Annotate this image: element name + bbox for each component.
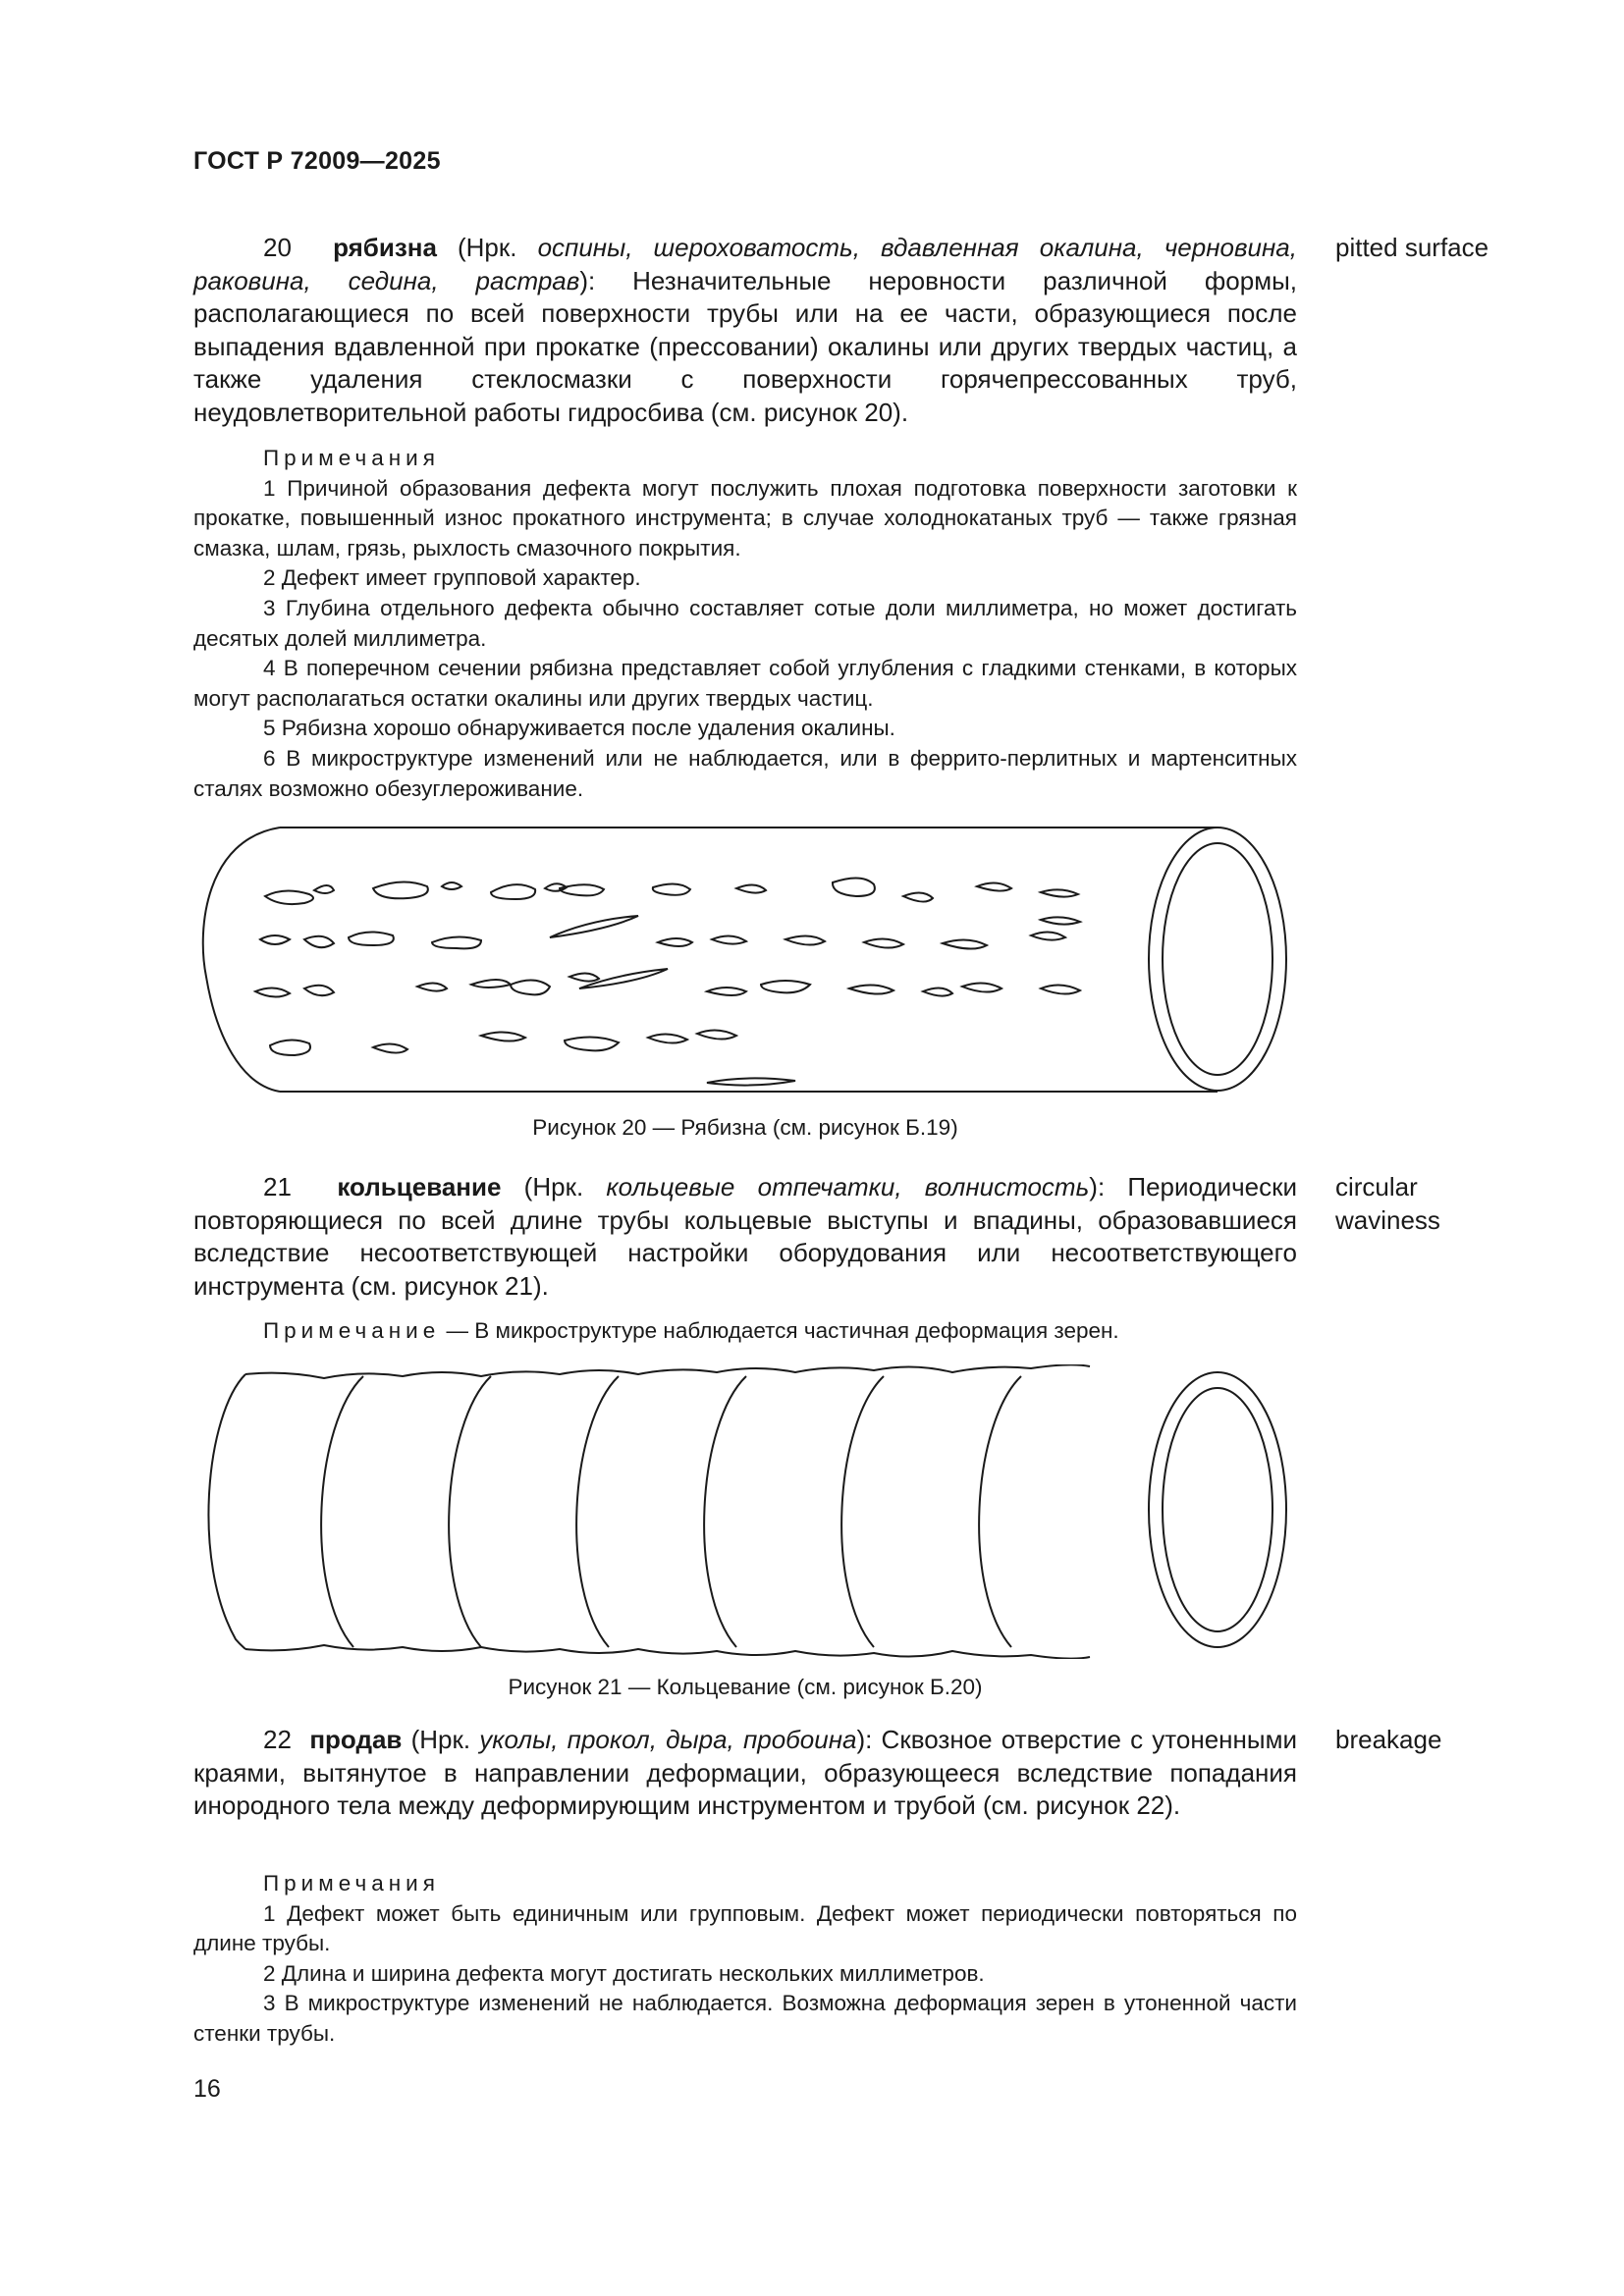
note-item: 2 Длина и ширина дефекта могут достигать нескольких миллиметров. xyxy=(263,1960,985,1986)
entry-number: 20 xyxy=(263,233,292,262)
figure-20-caption: Рисунок 20 — Рябизна (см. рисунок Б.19) xyxy=(532,1115,958,1140)
english-term-22: breakage xyxy=(1335,1725,1442,1754)
note-21 xyxy=(193,1316,1297,1347)
english-term-21 xyxy=(1335,1171,1571,1237)
term-synonyms: оспины, шероховатость, вдавленная окалина, черновина, раковина, седина, растрав xyxy=(193,233,1297,295)
term-definition: ): Сквозное отверстие с утоненными краями, вытянутое в направлении деформации, образующееся вследствие попадания инородного тела между деформирующим инструментом и трубой (см. рисунок 22). xyxy=(193,1725,1297,1820)
notes-heading: Примечания xyxy=(263,1871,440,1896)
paren-open: (Нрк. xyxy=(402,1725,480,1754)
note-item: 6 В микроструктуре изменений или не наблюдается, или в феррито-перлитных и мартенситных сталях возможно обезуглероживание. xyxy=(193,745,1297,801)
entry-number: 22 xyxy=(263,1725,292,1754)
notes-22 xyxy=(193,1869,1297,2050)
term-synonyms: уколы, прокол, дыра, пробоина xyxy=(479,1725,857,1754)
english-term-line: waviness xyxy=(1335,1204,1440,1235)
figure-20-pitted-pipe xyxy=(196,820,1296,1099)
english-term-line: circular xyxy=(1335,1172,1418,1201)
note-item: 1 Причиной образования дефекта могут послужить плохая подготовка поверхности заготовки к прокатке, повышенный износ прокатного инструмента; в случае холоднокатаных труб — также грязная смазка, шлам, грязь, рыхлость смазочного покрытия. xyxy=(193,475,1297,561)
notes-heading: Примечания xyxy=(263,446,440,470)
note-item: 1 Дефект может быть единичным или групповым. Дефект может периодически повторяться по длине трубы. xyxy=(193,1900,1297,1956)
term-synonyms: кольцевые отпечатки, волнистость xyxy=(606,1172,1090,1201)
note-text: — В микроструктуре наблюдается частичная деформация зерен. xyxy=(440,1318,1119,1343)
note-item: 3 Глубина отдельного дефекта обычно составляет сотые доли миллиметра, но может достигать десятых долей миллиметра. xyxy=(193,595,1297,651)
note-item: 4 В поперечном сечении рябизна представляет собой углубления с гладкими стенками, в которых могут располагаться остатки окалины или других твердых частиц. xyxy=(193,656,1297,711)
figure-21-caption: Рисунок 21 — Кольцевание (см. рисунок Б.20) xyxy=(508,1675,983,1699)
term-entry-21 xyxy=(193,1171,1297,1303)
term-name: продав xyxy=(309,1725,403,1754)
term-definition: ): Периодически повторяющиеся по всей длине трубы кольцевые выступы и впадины, образовавшиеся вследствие несоответствующей настройки оборудования или несоответствующего инструмента (см. рисунок 21). xyxy=(193,1172,1297,1301)
page-number: 16 xyxy=(193,2075,221,2103)
notes-20 xyxy=(193,444,1297,804)
note-item: 2 Дефект имеет групповой характер. xyxy=(263,565,641,591)
term-entry-22 xyxy=(193,1724,1297,1823)
note-heading: Примечание xyxy=(263,1318,441,1343)
term-name: рябизна xyxy=(333,233,437,262)
document-header: ГОСТ Р 72009—2025 xyxy=(193,147,441,175)
term-entry-20 xyxy=(193,232,1297,429)
note-item: 5 Рябизна хорошо обнаруживается после удаления окалины. xyxy=(263,716,895,741)
figure-21-ringed-pipe xyxy=(196,1364,1296,1659)
term-definition: ): Незначительные неровности различной формы, располагающиеся по всей поверхности трубы или на ее части, образующиеся после выпадения вдавленной при прокатке (прессовании) окалины или других твердых частиц, а также удаления стеклосмазки с поверхности горячепрессованных труб, неудовлетворительной работы гидросбива (см. рисунок 20). xyxy=(193,265,1297,427)
note-item: 3 В микроструктуре изменений не наблюдается. Возможна деформация зерен в утоненной части стенки трубы. xyxy=(193,1991,1297,2046)
english-term-20: pitted surface xyxy=(1335,233,1489,262)
paren-open: (Нрк. xyxy=(501,1172,607,1201)
paren-open: (Нрк. xyxy=(436,233,538,262)
term-name: кольцевание xyxy=(337,1172,502,1201)
entry-number: 21 xyxy=(263,1172,292,1201)
